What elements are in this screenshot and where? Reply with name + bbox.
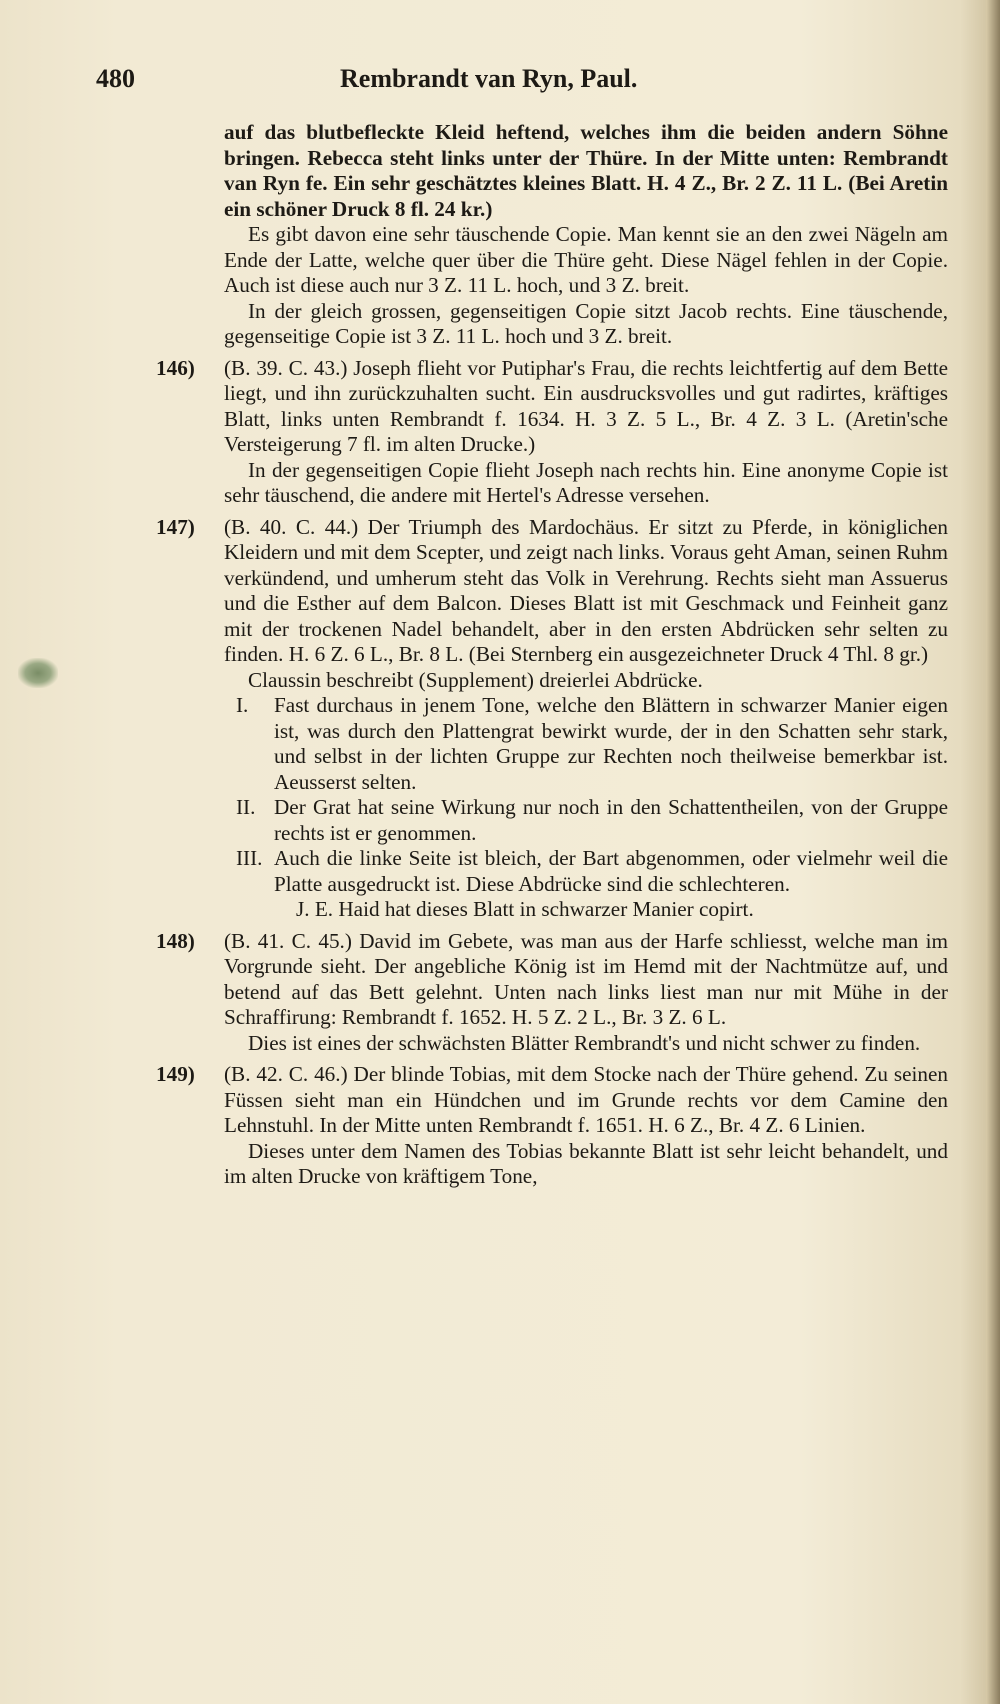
entry-number: 149) <box>156 1062 195 1086</box>
list-item-number: II. <box>236 795 256 819</box>
list-item-number: I. <box>236 693 249 717</box>
page-body <box>152 120 948 1196</box>
entry-paragraph: (B. 41. C. 45.) David im Gebete, was man aus der Harfe schliesst, welche man im Vorgrunde sieht. Der angebliche König ist im Hemd mit der Nachtmütze auf, und betend auf das Bett gelehnt. Unten nach links liest man nur mit Mühe in der Schraffirung: Rembrandt f. 1652. H. 5 Z. 2 L., Br. 3 Z. 6 L. <box>224 928 948 1029</box>
entry-number: 148) <box>156 928 195 953</box>
list-item <box>236 795 948 846</box>
continuation-paragraph-2: Es gibt davon eine sehr täuschende Copie. Man kennt sie an den zwei Nägeln am Ende der Latte, welche quer über die Thüre geht. Diese Nägel fehlen in der Copie. Auch ist diese auch nur 3 Z. 11 L. hoch, und 3 Z. breit. <box>224 222 948 297</box>
entry-closing: J. E. Haid hat dieses Blatt in schwarzer Manier copirt. <box>296 897 754 921</box>
entry-paragraph: (B. 39. C. 43.) Joseph flieht vor Putiphar's Frau, die rechts leichtfertig auf dem Bette liegt, und ihn zurückzuhalten sucht. Ein ausdrucksvolles und gut radirtes, kräftiges Blatt, links unten Rembrandt f. 1634. H. 3 Z. 5 L., Br. 4 Z. 3 L. (Aretin'sche Versteigerung 7 fl. im alten Drucke.) <box>224 355 948 456</box>
page-edge <box>986 0 1000 1704</box>
running-title: Rembrandt van Ryn, Paul. <box>340 64 638 93</box>
entry-paragraph: (B. 42. C. 46.) Der blinde Tobias, mit dem Stocke nach der Thüre gehend. Zu seinen Füssen sieht man ein Hündchen und im Grunde rechts vor dem Camine den Lehnstuhl. In der Mitte unten Rembrandt f. 1651. H. 6 Z., Br. 4 Z. 6 Linien. <box>224 1062 948 1137</box>
continuation-entry <box>152 120 948 350</box>
entry-number: 147) <box>156 514 195 539</box>
entry-148 <box>152 929 948 1057</box>
entry-number: 146) <box>156 355 195 380</box>
list-item-text: Fast durchaus in jenem Tone, welche den Blättern in schwarzer Manier eigen ist, was durch den Plattengrat bewirkt wurde, der in den Schatten sehr stark, und selbst in der lichten Gruppe zur Rechten noch theilweise bemerkbar ist. Aeusserst selten. <box>274 693 948 794</box>
entry-paragraph: Dies ist eines der schwächsten Blätter Rembrandt's und nicht schwer zu finden. <box>248 1030 921 1055</box>
entry-147 <box>152 515 948 923</box>
entry-146 <box>152 356 948 509</box>
entry-paragraph: (B. 40. C. 44.) Der Triumph des Mardochäus. Er sitzt zu Pferde, in königlichen Kleidern und mit dem Scepter, und zeigt nach links. Voraus geht Aman, seinen Ruhm verkündend, und umherum steht das Volk in Verehrung. Rechts sieht man Assuerus und die Esther auf dem Balcon. Dieses Blatt ist mit Geschmack und Feinheit ganz mit der trockenen Nadel behandelt, aber in den ersten Abdrücken sehr selten zu finden. H. 6 Z. 6 L., Br. 8 L. (Bei Sternberg ein ausgezeichneter Druck 4 Thl. 8 gr.) <box>224 514 948 666</box>
page-header <box>96 64 960 104</box>
list-item-number: III. <box>236 846 263 870</box>
list-item-text: Der Grat hat seine Wirkung nur noch in den Schattentheilen, von der Gruppe rechts ist er genommen. <box>274 795 948 845</box>
entry-paragraph: In der gegenseitigen Copie flieht Joseph nach rechts hin. Eine anonyme Copie ist sehr täuschend, die andere mit Hertel's Adresse versehen. <box>224 457 948 507</box>
continuation-paragraph-3: In der gleich grossen, gegenseitigen Copie sitzt Jacob rechts. Eine täuschende, gegenseitige Copie ist 3 Z. 11 L. hoch und 3 Z. breit. <box>224 298 948 348</box>
list-item <box>236 693 948 795</box>
list-item-text: Auch die linke Seite ist bleich, der Bart abgenommen, oder vielmehr weil die Platte ausgedruckt ist. Diese Abdrücke sind die schlechteren. <box>274 846 948 896</box>
entry-149 <box>152 1062 948 1190</box>
page-number: 480 <box>96 64 135 93</box>
entry-paragraph: Dieses unter dem Namen des Tobias bekannte Blatt ist sehr leicht behandelt, und im alten Drucke von kräftigem Tone, <box>224 1138 948 1188</box>
list-item <box>236 846 948 897</box>
paper-stain <box>18 658 58 688</box>
entry-paragraph: Claussin beschreibt (Supplement) dreierlei Abdrücke. <box>248 667 703 692</box>
impression-list <box>236 693 948 897</box>
continuation-text: auf das blutbefleckte Kleid heftend, welches ihm die beiden andern Söhne bringen. Rebecca steht links unter der Thüre. In der Mitte unten: Rembrandt van Ryn fe. Ein sehr geschätztes kleines Blatt. H. 4 Z., Br. 2 Z. 11 L. (Bei Aretin ein schöner Druck 8 fl. 24 kr.) <box>224 120 948 221</box>
